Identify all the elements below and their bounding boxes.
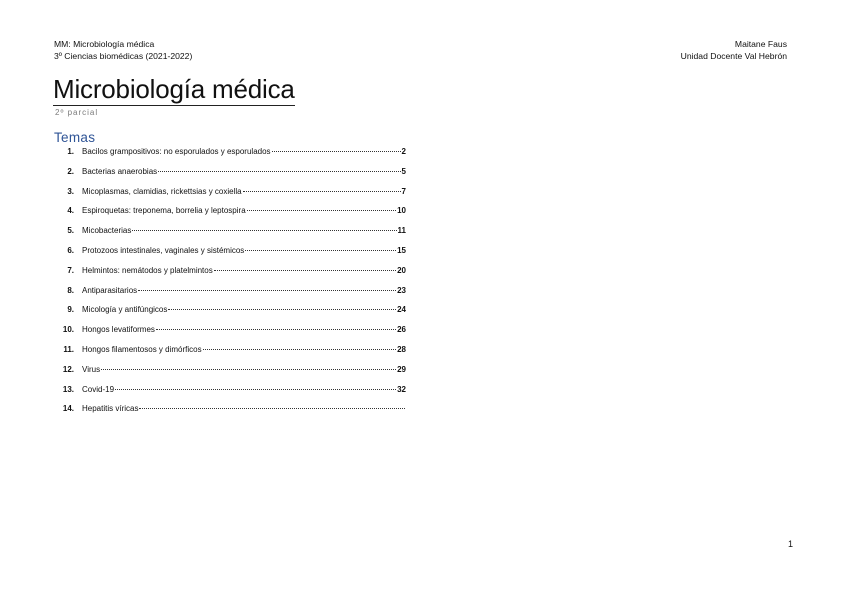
toc-label: Antiparasitarios [82,285,138,295]
toc-label: Micoplasmas, clamidias, rickettsias y coxiella [82,186,242,196]
author-name: Maitane Faus [734,39,787,49]
toc-label: Espiroquetas: treponema, borrelia y leptospira [82,206,246,216]
toc-leader-dots [158,171,400,172]
toc-entry[interactable] [54,286,406,306]
header-left [54,38,192,62]
toc-page-number: 29 [397,364,406,374]
toc-entry[interactable] [54,266,406,286]
toc-entry[interactable] [54,365,406,385]
toc-number: 10. [62,325,74,335]
toc-page-number: 2 [401,147,406,156]
toc-page-number: 26 [397,325,406,335]
toc-entry[interactable] [54,305,406,325]
toc-leader-dots [243,191,401,192]
toc-leader-dots [156,329,396,330]
toc-page-number: 23 [397,285,406,295]
header-right [681,38,787,62]
toc-number: 13. [62,384,74,394]
toc-number: 6. [67,245,74,255]
toc-entry[interactable] [54,385,406,405]
toc-leader-dots [247,210,396,211]
toc-number: 8. [67,285,74,295]
toc-number: 4. [67,206,74,216]
toc-entry[interactable] [54,246,406,266]
toc-entry[interactable] [54,147,406,167]
toc-leader-dots [138,290,396,291]
course-title: MM: Microbiología médica [54,39,155,49]
toc-number: 3. [67,186,74,196]
toc-page-number: 28 [397,344,406,354]
toc-number: 9. [67,305,74,315]
toc-page-number: 20 [397,265,406,275]
toc-leader-dots [115,389,396,390]
toc-page-number: 15 [397,245,406,255]
toc-number: 1. [67,147,74,156]
toc-page-number: 32 [397,384,406,394]
table-of-contents [54,147,406,424]
toc-page-number: 24 [397,305,406,315]
toc-entry[interactable] [54,345,406,365]
toc-label: Hepatitis víricas [82,404,139,414]
institution: Unidad Docente Val Hebrón [680,51,787,61]
toc-number: 5. [67,226,74,236]
toc-leader-dots [272,151,401,152]
document-title: Microbiología médica [53,74,295,104]
document-subtitle: 2º parcial [55,108,99,117]
toc-label: Micología y antifúngicos [82,305,168,315]
section-heading: Temas [54,130,96,145]
toc-label: Covid-19 [82,384,115,394]
toc-label: Virus [82,364,101,374]
toc-entry[interactable] [54,325,406,345]
toc-label: Micobacterias [82,226,132,236]
toc-entry[interactable] [54,226,406,246]
toc-label: Bacterias anaerobias [82,166,158,176]
toc-entry[interactable] [54,404,406,424]
page-number: 1 [787,539,793,549]
toc-entry[interactable] [54,187,406,207]
toc-leader-dots [214,270,396,271]
toc-leader-dots [245,250,396,251]
course-year: 3º Ciencias biomédicas (2021-2022) [54,51,193,61]
toc-page-number: 7 [401,186,406,196]
toc-leader-dots [132,230,396,231]
toc-page-number: 10 [397,206,406,216]
toc-label: Protozoos intestinales, vaginales y sistémicos [82,245,245,255]
toc-leader-dots [101,369,396,370]
toc-leader-dots [168,309,396,310]
toc-label: Helmintos: nemátodos y platelmintos [82,265,213,275]
toc-label: Hongos levatiformes [82,325,155,335]
toc-leader-dots [139,408,405,409]
toc-label: Hongos filamentosos y dimórficos [82,344,202,354]
toc-entry[interactable] [54,167,406,187]
toc-number: 14. [62,404,74,414]
toc-page-number: 11 [397,226,406,236]
toc-page-number: 5 [401,166,406,176]
toc-number: 2. [67,166,74,176]
toc-number: 11. [63,344,74,354]
toc-number: 12. [62,364,74,374]
toc-leader-dots [203,349,396,350]
toc-label: Bacilos grampositivos: no esporulados y esporulados [82,147,271,156]
toc-entry[interactable] [54,206,406,226]
toc-number: 7. [67,265,74,275]
